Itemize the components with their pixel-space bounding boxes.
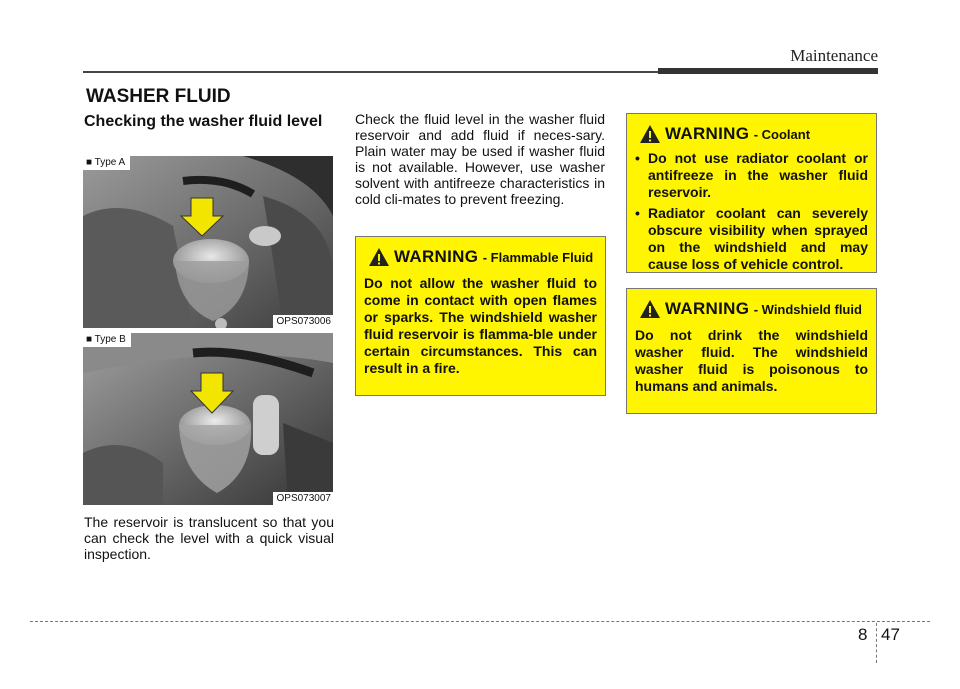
header-rule (83, 71, 658, 73)
section-title: WASHER FLUID (86, 86, 231, 107)
figure-code: OPS073007 (273, 492, 334, 505)
warning-word: WARNING (665, 299, 750, 318)
warning-triangle-icon (368, 247, 390, 267)
chapter-number: 8 (858, 625, 868, 644)
check-level-paragraph: Check the fluid level in the washer fluid reservoir and add fluid if neces-sary. Plain water may be used if washer fluid is not available. However, use washer solvent with antifreeze characteristics in cold cli-mates to prevent freezing. (355, 111, 605, 207)
warning-box-coolant (626, 113, 877, 273)
header-rule-accent (658, 68, 878, 74)
warning-triangle-icon (639, 124, 661, 144)
footer-rule (30, 621, 930, 622)
figure-type-a (83, 156, 333, 328)
warning-box-flammable (355, 236, 606, 396)
warning-subject: - Coolant (753, 127, 811, 142)
sub-heading: Checking the washer fluid level (84, 113, 323, 130)
engine-bay-photo-a (83, 156, 333, 328)
figure-type-label: ■ Type A (83, 156, 130, 170)
warning-box-windshield (626, 288, 877, 414)
figure-type-b (83, 333, 333, 505)
warning-word: WARNING (394, 247, 479, 266)
warning-bullet: • Do not use radiator coolant or antifreeze in the washer fluid reservoir. (635, 150, 868, 201)
page-number: 47 (881, 625, 900, 644)
engine-bay-photo-b (83, 333, 333, 505)
warning-word: WARNING (665, 124, 750, 143)
warning-subject: - Windshield fluid (753, 302, 862, 317)
figure-code: OPS073006 (273, 315, 334, 328)
warning-bullet: • Radiator coolant can severely obscure visibility when sprayed on the windshield and may cause loss of vehicle control. (635, 205, 868, 273)
page-number-divider (876, 623, 877, 663)
warning-subject: - Flammable Fluid (482, 250, 594, 265)
header-title: Maintenance (790, 46, 878, 65)
warning-bullet-list (627, 144, 876, 273)
warning-triangle-icon (639, 299, 661, 319)
figure-type-label: ■ Type B (83, 333, 131, 347)
reservoir-paragraph: The reservoir is translucent so that you can check the level with a quick visual inspection. (84, 514, 334, 562)
warning-body: Do not allow the washer fluid to come in contact with open flames or sparks. The windshield washer fluid reservoir is flamma-ble under certain circumstances. This can result in a fire. (364, 275, 597, 376)
warning-body: Do not drink the windshield washer fluid. The windshield washer fluid is poisonous to humans and animals. (635, 327, 868, 394)
